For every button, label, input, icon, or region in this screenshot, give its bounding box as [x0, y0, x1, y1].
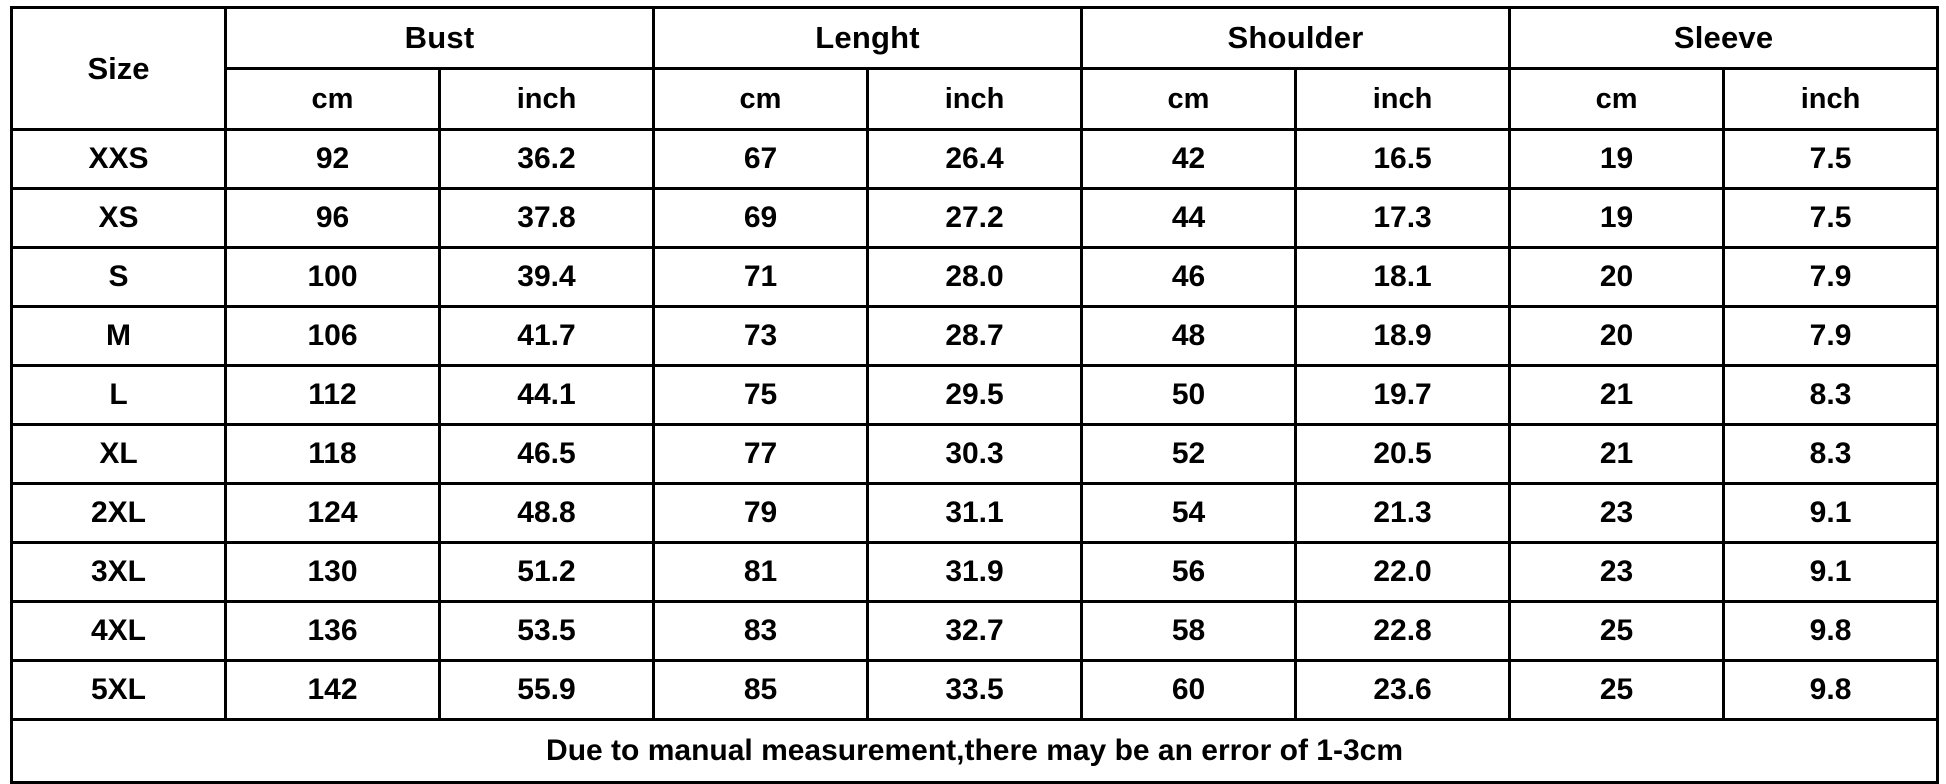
cell-shoulder-inch: 18.9	[1296, 307, 1510, 366]
cell-sleeve-cm: 20	[1510, 248, 1724, 307]
cell-lenght-cm: 79	[654, 484, 868, 543]
cell-lenght-inch: 31.1	[868, 484, 1082, 543]
cell-bust-inch: 37.8	[440, 189, 654, 248]
cell-lenght-inch: 31.9	[868, 543, 1082, 602]
cell-lenght-inch: 29.5	[868, 366, 1082, 425]
row-size-label: L	[12, 366, 226, 425]
cell-bust-cm: 100	[226, 248, 440, 307]
cell-shoulder-cm: 50	[1082, 366, 1296, 425]
table-row	[12, 366, 1938, 425]
header-unit-shoulder-cm: cm	[1082, 69, 1296, 130]
cell-lenght-inch: 28.7	[868, 307, 1082, 366]
cell-bust-inch: 39.4	[440, 248, 654, 307]
cell-sleeve-inch: 8.3	[1724, 366, 1938, 425]
cell-lenght-inch: 26.4	[868, 130, 1082, 189]
row-size-label: XS	[12, 189, 226, 248]
cell-shoulder-inch: 16.5	[1296, 130, 1510, 189]
header-row-units	[12, 69, 1938, 130]
row-size-label: M	[12, 307, 226, 366]
cell-sleeve-cm: 23	[1510, 484, 1724, 543]
cell-shoulder-cm: 52	[1082, 425, 1296, 484]
cell-lenght-cm: 75	[654, 366, 868, 425]
cell-lenght-inch: 27.2	[868, 189, 1082, 248]
cell-sleeve-inch: 7.9	[1724, 307, 1938, 366]
row-size-label: 2XL	[12, 484, 226, 543]
cell-lenght-inch: 28.0	[868, 248, 1082, 307]
cell-bust-cm: 96	[226, 189, 440, 248]
table-row	[12, 189, 1938, 248]
cell-bust-cm: 124	[226, 484, 440, 543]
cell-bust-inch: 55.9	[440, 661, 654, 720]
cell-bust-cm: 136	[226, 602, 440, 661]
table-row	[12, 425, 1938, 484]
cell-lenght-cm: 71	[654, 248, 868, 307]
cell-sleeve-cm: 23	[1510, 543, 1724, 602]
cell-shoulder-cm: 44	[1082, 189, 1296, 248]
header-group-lenght: Lenght	[654, 8, 1082, 69]
table-row	[12, 130, 1938, 189]
cell-sleeve-inch: 7.5	[1724, 130, 1938, 189]
cell-sleeve-inch: 7.9	[1724, 248, 1938, 307]
row-size-label: S	[12, 248, 226, 307]
cell-bust-cm: 130	[226, 543, 440, 602]
header-unit-lenght-cm: cm	[654, 69, 868, 130]
cell-shoulder-cm: 58	[1082, 602, 1296, 661]
cell-lenght-cm: 69	[654, 189, 868, 248]
cell-shoulder-cm: 54	[1082, 484, 1296, 543]
table-row	[12, 602, 1938, 661]
cell-sleeve-inch: 7.5	[1724, 189, 1938, 248]
cell-bust-cm: 118	[226, 425, 440, 484]
table-row	[12, 484, 1938, 543]
cell-bust-inch: 51.2	[440, 543, 654, 602]
cell-sleeve-cm: 21	[1510, 366, 1724, 425]
row-size-label: 5XL	[12, 661, 226, 720]
cell-bust-inch: 53.5	[440, 602, 654, 661]
header-group-bust: Bust	[226, 8, 654, 69]
row-size-label: XL	[12, 425, 226, 484]
size-chart-table	[10, 6, 1939, 784]
header-unit-bust-cm: cm	[226, 69, 440, 130]
cell-shoulder-inch: 17.3	[1296, 189, 1510, 248]
cell-lenght-cm: 77	[654, 425, 868, 484]
cell-bust-inch: 36.2	[440, 130, 654, 189]
table-row	[12, 248, 1938, 307]
table-note-row	[12, 720, 1938, 783]
cell-shoulder-cm: 46	[1082, 248, 1296, 307]
cell-shoulder-cm: 56	[1082, 543, 1296, 602]
table-row	[12, 543, 1938, 602]
row-size-label: 4XL	[12, 602, 226, 661]
cell-sleeve-inch: 9.1	[1724, 484, 1938, 543]
cell-shoulder-inch: 20.5	[1296, 425, 1510, 484]
cell-lenght-cm: 85	[654, 661, 868, 720]
table-row	[12, 307, 1938, 366]
cell-shoulder-inch: 22.8	[1296, 602, 1510, 661]
cell-bust-cm: 106	[226, 307, 440, 366]
header-group-shoulder: Shoulder	[1082, 8, 1510, 69]
row-size-label: 3XL	[12, 543, 226, 602]
cell-lenght-inch: 32.7	[868, 602, 1082, 661]
cell-shoulder-cm: 60	[1082, 661, 1296, 720]
cell-shoulder-inch: 18.1	[1296, 248, 1510, 307]
cell-sleeve-inch: 8.3	[1724, 425, 1938, 484]
cell-shoulder-inch: 22.0	[1296, 543, 1510, 602]
cell-shoulder-inch: 19.7	[1296, 366, 1510, 425]
cell-sleeve-cm: 19	[1510, 189, 1724, 248]
header-unit-bust-inch: inch	[440, 69, 654, 130]
header-size: Size	[12, 8, 226, 130]
cell-bust-inch: 41.7	[440, 307, 654, 366]
header-unit-shoulder-inch: inch	[1296, 69, 1510, 130]
cell-sleeve-cm: 25	[1510, 602, 1724, 661]
cell-shoulder-cm: 48	[1082, 307, 1296, 366]
cell-shoulder-inch: 21.3	[1296, 484, 1510, 543]
cell-sleeve-cm: 25	[1510, 661, 1724, 720]
header-unit-sleeve-inch: inch	[1724, 69, 1938, 130]
cell-lenght-cm: 67	[654, 130, 868, 189]
cell-shoulder-cm: 42	[1082, 130, 1296, 189]
measurement-note: Due to manual measurement,there may be an error of 1-3cm	[12, 720, 1938, 783]
cell-sleeve-cm: 19	[1510, 130, 1724, 189]
cell-sleeve-inch: 9.1	[1724, 543, 1938, 602]
cell-lenght-cm: 81	[654, 543, 868, 602]
header-unit-lenght-inch: inch	[868, 69, 1082, 130]
cell-lenght-cm: 83	[654, 602, 868, 661]
header-row-groups	[12, 8, 1938, 69]
cell-bust-cm: 92	[226, 130, 440, 189]
cell-sleeve-inch: 9.8	[1724, 602, 1938, 661]
table-header	[12, 8, 1938, 130]
table-row	[12, 661, 1938, 720]
row-size-label: XXS	[12, 130, 226, 189]
cell-sleeve-cm: 20	[1510, 307, 1724, 366]
table-body	[12, 130, 1938, 783]
cell-sleeve-inch: 9.8	[1724, 661, 1938, 720]
header-group-sleeve: Sleeve	[1510, 8, 1938, 69]
cell-shoulder-inch: 23.6	[1296, 661, 1510, 720]
cell-sleeve-cm: 21	[1510, 425, 1724, 484]
cell-lenght-inch: 33.5	[868, 661, 1082, 720]
cell-bust-inch: 44.1	[440, 366, 654, 425]
header-unit-sleeve-cm: cm	[1510, 69, 1724, 130]
cell-bust-cm: 112	[226, 366, 440, 425]
cell-bust-inch: 46.5	[440, 425, 654, 484]
cell-lenght-cm: 73	[654, 307, 868, 366]
cell-lenght-inch: 30.3	[868, 425, 1082, 484]
cell-bust-cm: 142	[226, 661, 440, 720]
cell-bust-inch: 48.8	[440, 484, 654, 543]
